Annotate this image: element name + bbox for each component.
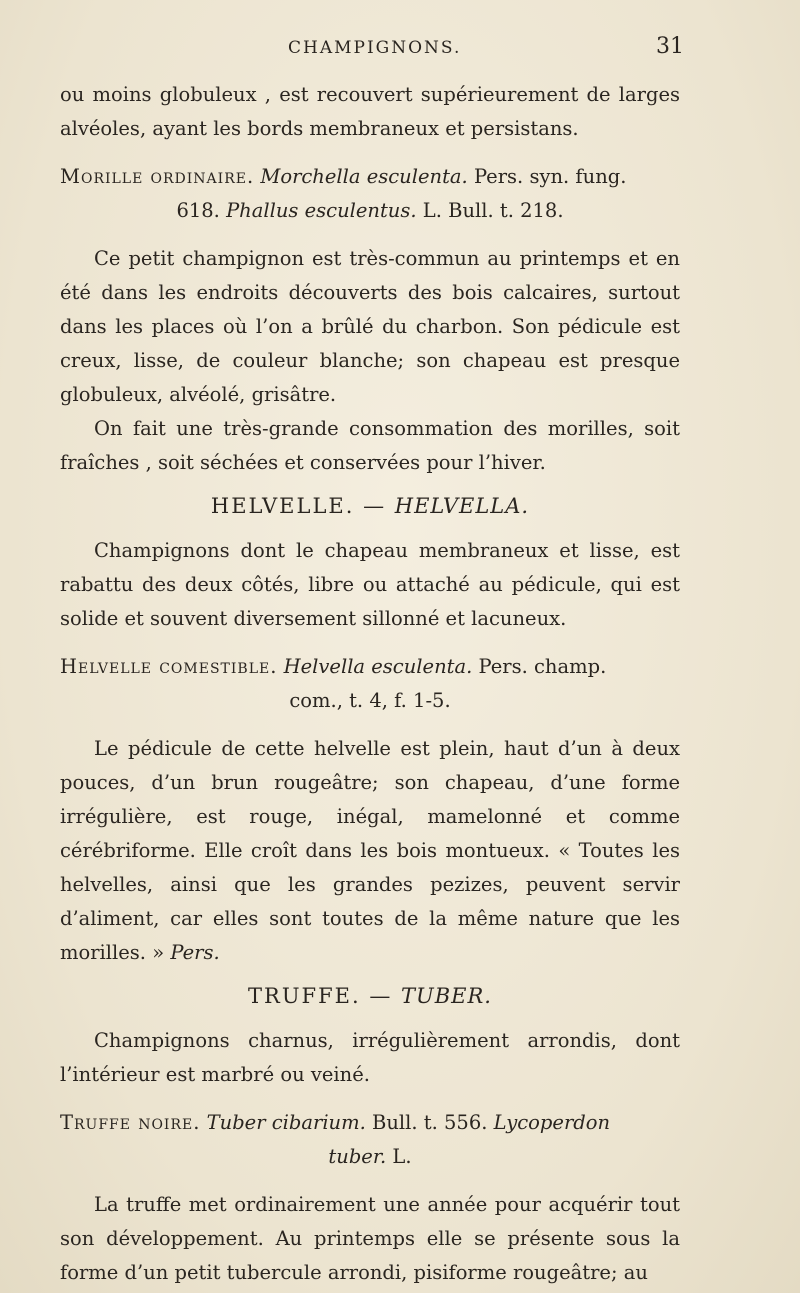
- paragraph: La truffe met ordinairement une année pour acquérir tout son développement. Au printemps elle se présente sous la forme d’un petit tubercule arrondi, pisiforme rougeâtre; au: [60, 1193, 680, 1284]
- synonym: Lycoperdon: [493, 1111, 611, 1134]
- genus-latin: TUBER.: [401, 984, 492, 1008]
- reference: Bull. t. 556.: [372, 1111, 488, 1134]
- species-name: Morille ordinaire.: [60, 165, 255, 188]
- species-entry-truffe: [60, 1106, 680, 1174]
- synonym: tuber.: [328, 1145, 387, 1168]
- reference: com., t. 4, f. 1-5.: [289, 689, 451, 712]
- running-head: [60, 28, 684, 78]
- paragraph: On fait une très-grande consommation des morilles, soit fraîches , soit séchées et conservées pour l’hiver.: [60, 417, 680, 474]
- paragraph: ou moins globuleux , est recouvert supérieurement de larges alvéoles, ayant les bords membraneux et persistans.: [60, 83, 680, 140]
- synonym: Phallus esculentus.: [226, 199, 417, 222]
- paragraph: [60, 732, 680, 970]
- latin-name: Helvella esculenta.: [283, 655, 473, 678]
- running-title: CHAMPIGNONS.: [288, 38, 462, 58]
- latin-name: Morchella esculenta.: [260, 165, 468, 188]
- species-entry-morille: [60, 160, 680, 228]
- paragraph: Champignons charnus, irrégulièrement arrondis, dont l’intérieur est marbré ou veiné.: [60, 1029, 680, 1086]
- author-citation: Pers.: [170, 941, 220, 964]
- reference: L.: [392, 1145, 412, 1168]
- genus-french: HELVELLE. —: [210, 494, 387, 518]
- species-entry-helvelle: [60, 650, 680, 718]
- page-number: 31: [656, 34, 684, 59]
- genus-heading-helvella: [60, 494, 680, 518]
- reference: Pers. syn. fung.: [473, 165, 627, 188]
- paragraph: Champignons dont le chapeau membraneux et lisse, est rabattu des deux côtés, libre ou attaché au pédicule, qui est solide et souvent diversement sillonné et lacuneux.: [60, 539, 680, 630]
- species-name: Truffe noire.: [60, 1111, 201, 1134]
- reference: 618.: [176, 199, 220, 222]
- paragraph: Ce petit champignon est très-commun au printemps et en été dans les endroits découverts des bois calcaires, surtout dans les places où l’on a brûlé du charbon. Son pédicule est creux, lisse, de couleur blanche; son chapeau est presque globuleux, alvéolé, grisâtre.: [60, 247, 680, 406]
- reference: L. Bull. t. 218.: [422, 199, 564, 222]
- species-name: Helvelle comestible.: [60, 655, 278, 678]
- reference: Pers. champ.: [478, 655, 607, 678]
- genus-latin: HELVELLA.: [394, 494, 530, 518]
- genus-heading-tuber: [60, 984, 680, 1008]
- paragraph-text: Le pédicule de cette helvelle est plein, haut d’un à deux pouces, d’un brun rougeâtre; son chapeau, d’une forme irrégulière, est rouge, inégal, mamelonné et comme cérébriforme. Elle croît dans les bois montueux. « Toutes les helvelles, ainsi que les grandes pezizes, peuvent servir d’aliment, car elles sont toutes de la même nature que les morilles. »: [60, 737, 680, 964]
- latin-name: Tuber cibarium.: [206, 1111, 366, 1134]
- genus-french: TRUFFE. —: [248, 984, 393, 1008]
- book-page: [60, 28, 684, 1290]
